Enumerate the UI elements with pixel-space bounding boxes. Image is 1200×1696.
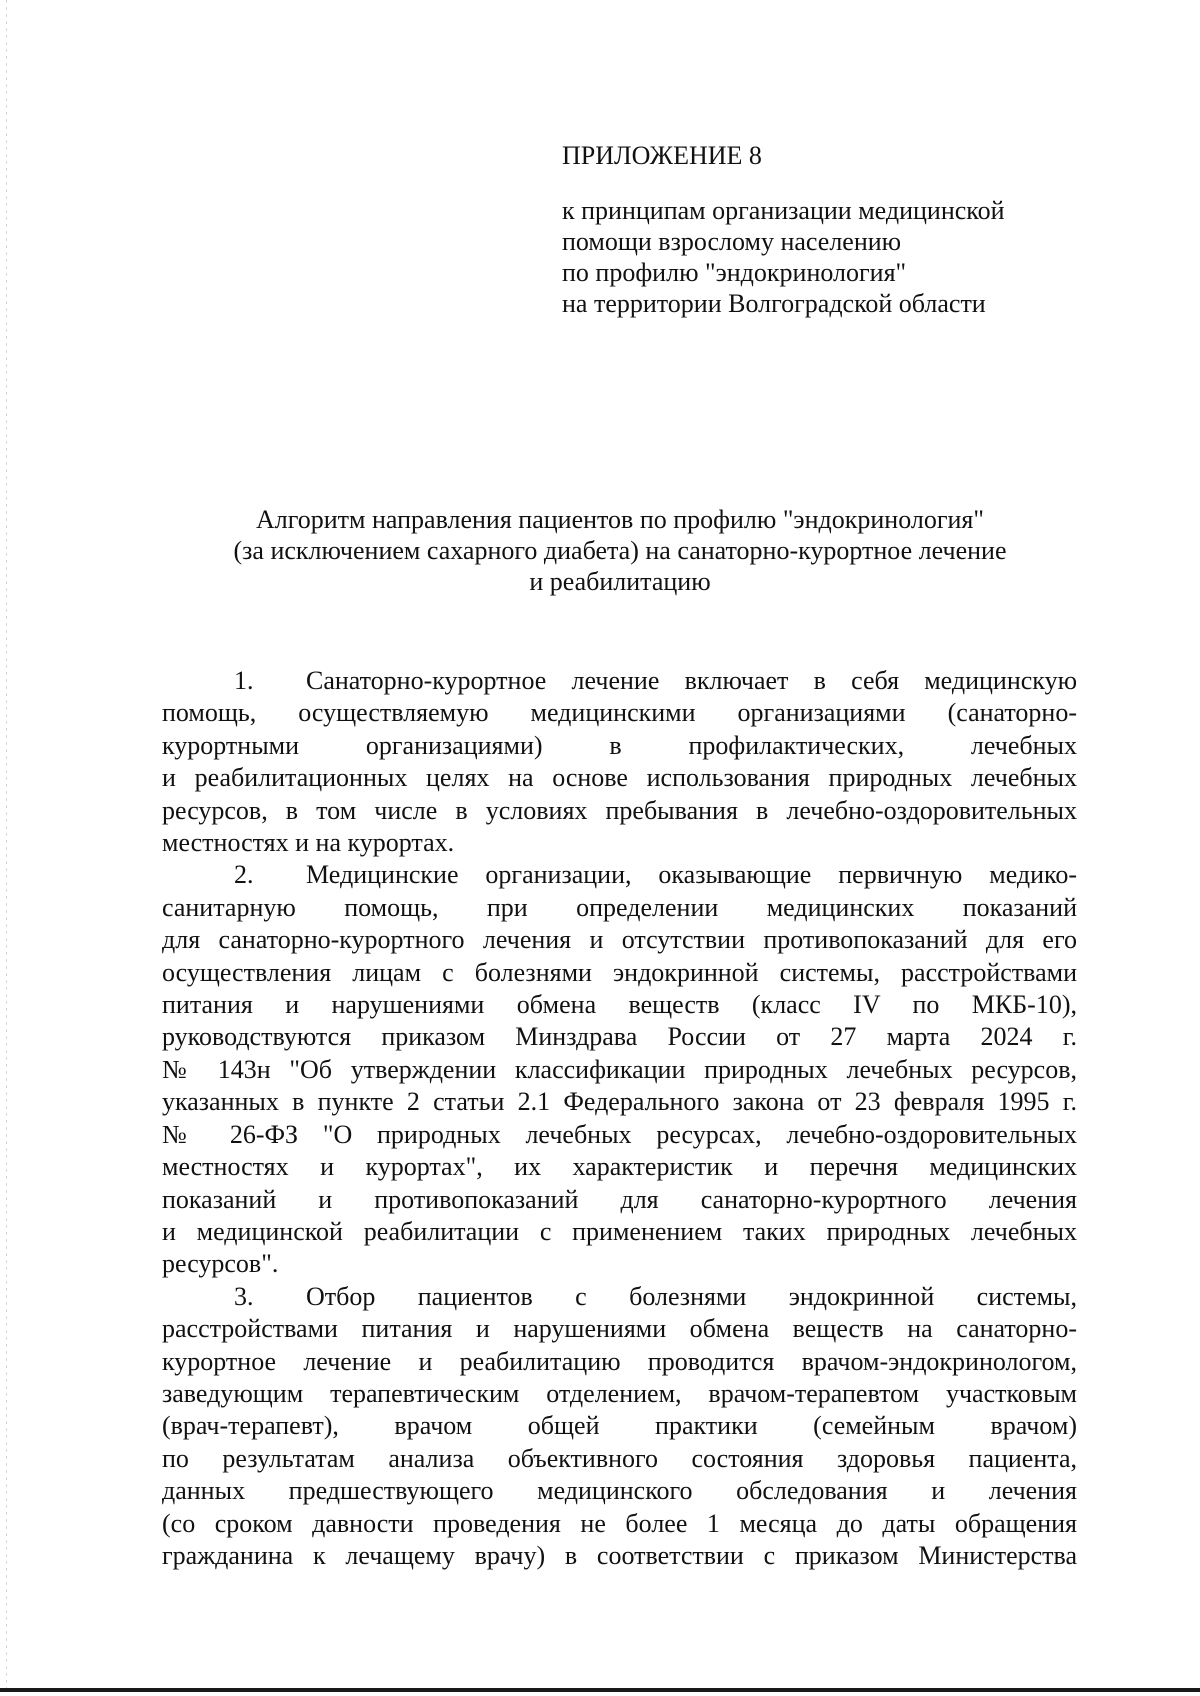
paragraph-line: и медицинской реабилитации с применением таких природных лечебных [162, 1216, 1077, 1246]
paragraph-line [162, 1281, 1077, 1313]
paragraph-3 [162, 1281, 1077, 1573]
appendix-subtitle [562, 195, 1122, 319]
paragraph-line: осуществления лицам с болезнями эндокринной системы, расстройствами [162, 957, 1077, 987]
document-title-line: и реабилитацию [529, 567, 711, 596]
appendix-subtitle-line: помощи взрослому населению [562, 227, 902, 256]
document-title-line: (за исключением сахарного диабета) на санаторно-курортное лечение [233, 536, 1007, 565]
appendix-block [562, 140, 1122, 319]
appendix-subtitle-line: по профилю "эндокринология" [562, 258, 907, 287]
paragraph-line: местностях и на курортах. [162, 828, 455, 858]
paragraph-number: 2. [234, 860, 254, 890]
document-body [162, 665, 1077, 1572]
paragraph-line: для санаторно-курортного лечения и отсутствии противопоказаний для его [162, 925, 1077, 955]
paragraph-line: ресурсов". [162, 1249, 279, 1279]
paragraph-line: местностях и курортах", их характеристик и перечня медицинских [162, 1152, 1077, 1182]
paragraph-line [162, 665, 1077, 697]
paragraph-line: (врач-терапевт), врачом общей практики (семейным врачом) [162, 1411, 1077, 1441]
paragraph-line: гражданина к лечащему врачу) в соответствии с приказом Министерства [162, 1540, 1077, 1570]
paragraph-line-text: Медицинские организации, оказывающие первичную медико- [306, 860, 1077, 890]
appendix-title: ПРИЛОЖЕНИЕ 8 [562, 141, 762, 170]
document-title [160, 504, 1080, 597]
paragraph-line: питания и нарушениями обмена веществ (класс IV по МКБ-10), [162, 990, 1077, 1020]
paragraph-line: заведующим терапевтическим отделением, врачом-терапевтом участковым [162, 1378, 1077, 1408]
paragraph-line: № 143н "Об утверждении классификации природных лечебных ресурсов, [162, 1054, 1077, 1084]
paragraph-number: 1. [234, 666, 254, 695]
paragraph-1 [162, 665, 1077, 859]
document-title-line: Алгоритм направления пациентов по профилю "эндокринология" [256, 505, 984, 534]
paragraph-line: расстройствами питания и нарушениями обмена веществ на санаторно- [162, 1314, 1077, 1344]
paragraph-line: и реабилитационных целях на основе использования природных лечебных [162, 763, 1077, 793]
paragraph-number: 3. [234, 1281, 254, 1311]
paragraph-line [162, 859, 1077, 891]
paragraph-2 [162, 859, 1077, 1280]
appendix-subtitle-line: на территории Волгоградской области [562, 289, 986, 318]
paragraph-line: по результатам анализа объективного состояния здоровья пациента, [162, 1443, 1077, 1473]
paragraph-line: помощь, осуществляемую медицинскими организациями (санаторно- [162, 698, 1077, 728]
scan-edge-bottom [0, 1688, 1200, 1692]
paragraph-line: курортное лечение и реабилитацию проводится врачом-эндокринологом, [162, 1346, 1077, 1376]
paragraph-line: ресурсов, в том числе в условиях пребывания в лечебно-оздоровительных [162, 795, 1077, 825]
appendix-subtitle-line: к принципам организации медицинской [562, 196, 1005, 225]
scan-edge-left [6, 0, 7, 1690]
paragraph-line: санитарную помощь, при определении медицинских показаний [162, 892, 1077, 922]
paragraph-line: данных предшествующего медицинского обследования и лечения [162, 1476, 1077, 1506]
paragraph-line: показаний и противопоказаний для санаторно-курортного лечения [162, 1184, 1077, 1214]
paragraph-line: курортными организациями) в профилактических, лечебных [162, 730, 1077, 760]
paragraph-line-text: Санаторно-курортное лечение включает в себя медицинскую [306, 666, 1077, 695]
paragraph-line: № 26-ФЗ "О природных лечебных ресурсах, лечебно-оздоровительных [162, 1119, 1077, 1149]
paragraph-line: (со сроком давности проведения не более 1 месяца до даты обращения [162, 1508, 1077, 1538]
paragraph-line: указанных в пункте 2 статьи 2.1 Федерального закона от 23 февраля 1995 г. [162, 1087, 1077, 1117]
paragraph-line-text: Отбор пациентов с болезнями эндокринной системы, [306, 1281, 1077, 1311]
paragraph-line: руководствуются приказом Минздрава России от 27 марта 2024 г. [162, 1022, 1077, 1052]
